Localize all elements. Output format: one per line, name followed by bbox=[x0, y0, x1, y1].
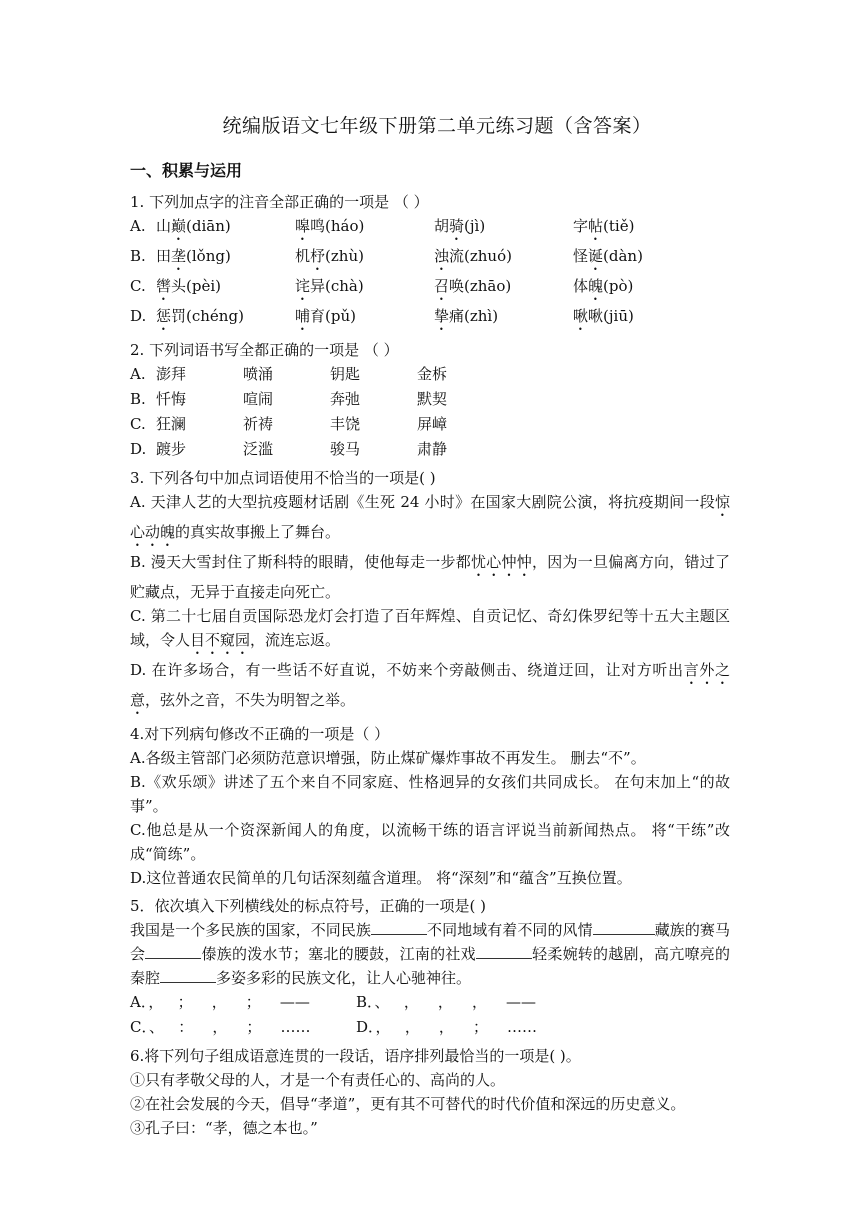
q2-option-word: 奔弛 bbox=[330, 390, 361, 408]
question-stem: 6.将下列句子组成语意连贯的一段话，语序排列最恰当的一项是( )。 bbox=[130, 1047, 581, 1065]
dotted-word: 忧心忡忡 bbox=[471, 553, 533, 571]
q1-option-word: 字帖(tiě) bbox=[573, 217, 635, 235]
q4-option-c: C.他总是从一个资深新闻人的角度，以流畅干练的语言评说当前新闻热点。 将“干练”改成“简练”。 bbox=[130, 821, 730, 863]
dotted-word: 目不窥园 bbox=[190, 631, 251, 649]
q1-option-row: C. 辔头(pèi) 诧异(chà) 召唤(zhāo) 体魄(pò) bbox=[130, 274, 730, 304]
q4-option-a: A.各级主管部门必须防范意识增强，防止煤矿爆炸事故不再发生。 删去“不”。 bbox=[130, 749, 646, 767]
q2-option-word: 喧闹 bbox=[243, 390, 274, 408]
q1-option-word: 嗥鸣(háo) bbox=[295, 217, 365, 235]
q1-option-word: 怪诞(dàn) bbox=[573, 247, 643, 265]
q1-option-word: 机杼(zhù) bbox=[295, 247, 364, 265]
fill-blank bbox=[593, 920, 655, 935]
q6-sentence-2: ②在社会发展的今天，倡导“孝道”，更有其不可替代的时代价值和深远的历史意义。 bbox=[130, 1095, 686, 1113]
q6-sentence-1: ①只有孝敬父母的人，才是一个有责任心的、高尚的人。 bbox=[130, 1071, 506, 1089]
q1-option-word: 啾啾(jiū) bbox=[573, 307, 634, 325]
q3-option-b: B. 漫天大雪封住了斯科特的眼睛，使他每走一步都忧心忡忡，因为一旦偏离方向，错过了贮藏点，无异于直接走向死亡。 bbox=[130, 553, 730, 601]
q6-sentence-3: ③孔子曰：“孝，德之本也。” bbox=[130, 1119, 318, 1137]
q5-options-ab: A．， ； ， ； —— B．、 ， ， ， —— bbox=[130, 993, 537, 1011]
q5-options-cd: C．、 ： ， ； …… D．， ， ， ； …… bbox=[130, 1018, 538, 1036]
question-1 bbox=[130, 190, 730, 334]
question-2 bbox=[130, 338, 730, 462]
q1-option-word: 田垄(lǒng) bbox=[156, 247, 231, 265]
q1-option-word: 山巅(diān) bbox=[156, 217, 231, 235]
q1-option-word: 召唤(zhāo) bbox=[434, 277, 512, 295]
q2-option-word: 喷涌 bbox=[243, 365, 274, 383]
document-title: 统编版语文七年级下册第二单元练习题（含答案） bbox=[222, 115, 652, 137]
q3-option-a: A. 天津人艺的大型抗疫题材话剧《生死 24 小时》在国家大剧院公演，将抗疫期间一段惊心动魄的真实故事搬上了舞台。 bbox=[130, 493, 730, 541]
q1-option-word: 浊流(zhuó) bbox=[434, 247, 512, 265]
fill-blank bbox=[371, 920, 427, 935]
question-stem: 3. 下列各句中加点词语使用不恰当的一项是( ) bbox=[130, 469, 436, 487]
q2-option-word: 忏悔 bbox=[156, 390, 187, 408]
section-heading: 一、积累与运用 bbox=[130, 161, 243, 180]
q2-option-word: 狂澜 bbox=[156, 415, 187, 433]
q1-option-row: A. 山巅(diān) 嗥鸣(háo) 胡骑(jì) 字帖(tiě) bbox=[130, 214, 730, 244]
question-stem: 1. 下列加点字的注音全部正确的一项是 （ ） bbox=[130, 193, 429, 211]
q2-option-word: 泛滥 bbox=[243, 440, 274, 458]
q4-option-d: D.这位普通农民简单的几句话深刻蕴含道理。 将“深刻”和“蕴含”互换位置。 bbox=[130, 869, 632, 887]
fill-blank bbox=[145, 944, 201, 959]
q1-option-word: 惩罚(chéng) bbox=[156, 307, 244, 325]
q2-option-word: 屏嶂 bbox=[417, 415, 448, 433]
q3-option-d: D. 在许多场合，有一些话不好直说，不妨来个旁敲侧击、绕道迂回，让对方听出言外之意，弦外之音，不失为明智之举。 bbox=[130, 661, 730, 709]
question-3 bbox=[130, 466, 730, 718]
q2-option-word: 骏马 bbox=[330, 440, 361, 458]
q1-option-row: D. 惩罚(chéng) 哺育(pǔ) 挚痛(zhì) 啾啾(jiū) bbox=[130, 304, 730, 334]
q2-option-word: 澎拜 bbox=[156, 365, 187, 383]
question-5 bbox=[130, 894, 730, 1040]
q4-option-b: B.《欢乐颂》讲述了五个来自不同家庭、性格迥异的女孩们共同成长。 在句末加上“的故事”。 bbox=[130, 773, 730, 815]
q2-option-word: 钥匙 bbox=[330, 365, 361, 383]
q1-option-row: B. 田垄(lǒng) 机杼(zhù) 浊流(zhuó) 怪诞(dàn) bbox=[130, 244, 730, 274]
q2-option-word: 默契 bbox=[417, 390, 448, 408]
question-4 bbox=[130, 722, 730, 890]
question-stem: 2. 下列词语书写全都正确的一项是 （ ） bbox=[130, 341, 399, 359]
dotted-word: 言外之意 bbox=[130, 661, 730, 709]
q2-option-row: C. 狂澜 祈祷 丰饶 屏嶂 bbox=[130, 412, 730, 437]
q3-option-c: C. 第二十七届自贡国际恐龙灯会打造了百年辉煌、自贡记忆、奇幻侏罗纪等十五大主题区域，令人目不窥园，流连忘返。 bbox=[130, 607, 730, 649]
q1-options bbox=[130, 214, 730, 334]
q2-option-word: 踱步 bbox=[156, 440, 187, 458]
question-stem: 4.对下列病句修改不正确的一项是（ ） bbox=[130, 725, 390, 743]
q1-option-word: 诧异(chà) bbox=[295, 277, 364, 295]
q2-option-word: 金柝 bbox=[417, 365, 448, 383]
document-page bbox=[130, 112, 730, 1140]
q2-option-row: D. 踱步 泛滥 骏马 肃静 bbox=[130, 437, 730, 462]
q1-option-word: 哺育(pǔ) bbox=[295, 307, 356, 325]
question-6 bbox=[130, 1044, 730, 1140]
q2-option-word: 祈祷 bbox=[243, 415, 274, 433]
q5-passage: 我国是一个多民族的国家，不同民族 不同地域有着不同的风情 藏族的赛马会 傣族的泼水节；塞北的腰鼓，江南的社戏 轻柔婉转的越剧，高亢嘹亮的秦腔 多姿多彩的民族文化，让人心驰神往。 bbox=[130, 921, 730, 987]
q1-option-word: 体魄(pò) bbox=[573, 277, 634, 295]
q2-option-row: A. 澎拜 喷涌 钥匙 金柝 bbox=[130, 362, 730, 387]
q2-option-row: B. 忏悔 喧闹 奔弛 默契 bbox=[130, 387, 730, 412]
q1-option-word: 胡骑(jì) bbox=[434, 217, 486, 235]
q2-option-word: 丰饶 bbox=[330, 415, 361, 433]
q1-option-word: 辔头(pèi) bbox=[156, 277, 221, 295]
q2-option-word: 肃静 bbox=[417, 440, 448, 458]
q2-options bbox=[130, 362, 730, 462]
question-stem: 5．依次填入下列横线处的标点符号，正确的一项是( ) bbox=[130, 897, 487, 915]
fill-blank bbox=[476, 944, 532, 959]
q1-option-word: 挚痛(zhì) bbox=[434, 307, 499, 325]
dotted-word: 惊心动魄 bbox=[130, 493, 730, 541]
fill-blank bbox=[160, 968, 216, 983]
